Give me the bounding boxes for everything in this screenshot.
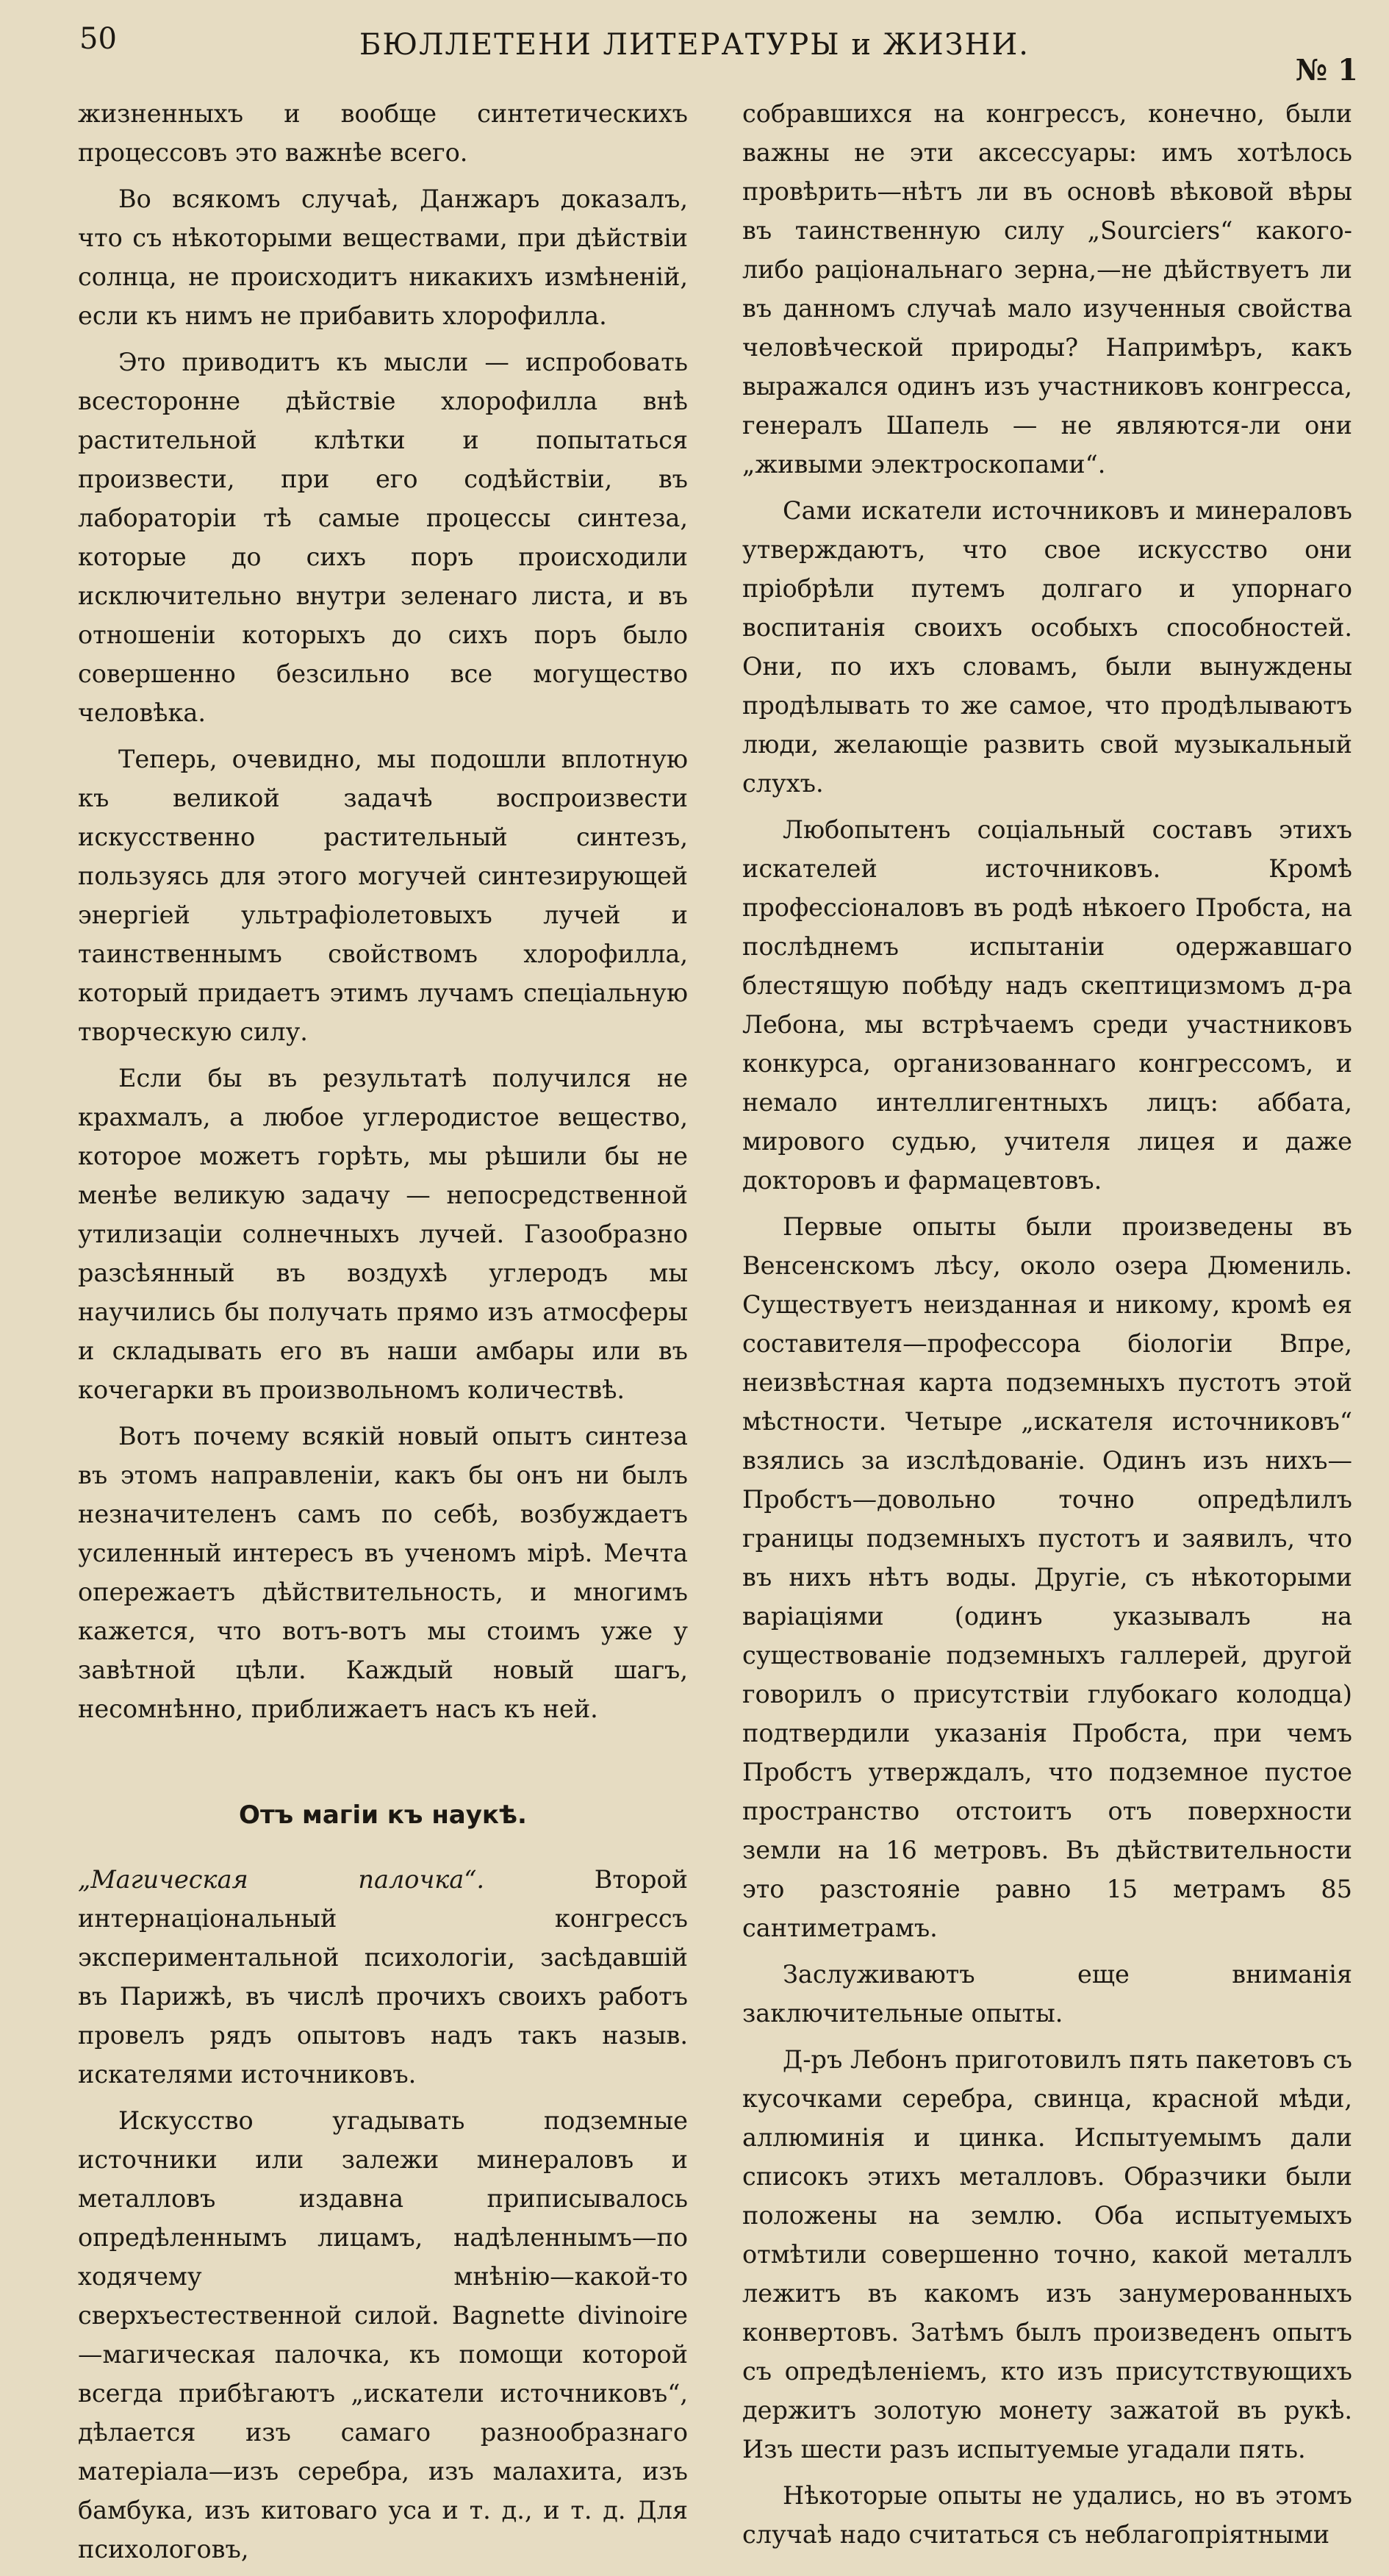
paragraph: Теперь, очевидно, мы подошли вплотную къ великой задачѣ воспроизвести искусственно растительный синтезъ, пользуясь для этого могучей синтезирующей энергіей ультрафіолетовыхъ лучей и таинственнымъ свойствомъ хлорофилла, который придаетъ этимъ лучамъ спеціальную творческую силу. [78,745,688,1046]
paragraph: Заслуживаютъ еще вниманія заключительные опыты. [742,1960,1352,2028]
paragraph: Вотъ почему всякій новый опытъ синтеза въ этомъ направленіи, какъ бы онъ ни былъ незначителенъ самъ по себѣ, возбуждаетъ усиленный интересъ въ ученомъ мірѣ. Мечта опережаетъ дѣйствительность, и многимъ кажется, что вотъ-вотъ мы стоимъ уже у завѣтной цѣли. Каждый новый шагъ, несомнѣнно, приближаетъ насъ къ ней. [78,1422,688,1723]
article-lead: Второй интернаціональный конгрессъ экспериментальной психологіи, засѣдавшій въ Парижѣ, въ числѣ прочихъ своихъ работъ провелъ рядъ опытовъ надъ такъ назыв. искателями источниковъ. [78,1865,688,2089]
paragraph: жизненныхъ и вообще синтетическихъ процессовъ это важнѣе всего. [78,99,688,167]
running-title: БЮЛЛЕТЕНИ ЛИТЕРАТУРЫ и ЖИЗНИ. [359,28,1030,62]
issue-number: № 1 [1295,53,1358,87]
paragraph: Во всякомъ случаѣ, Данжаръ доказалъ, что съ нѣкоторыми веществами, при дѣйствіи солнца, не происходитъ никакихъ измѣненій, если къ нимъ не прибавить хлорофилла. [78,185,688,330]
paragraph: собравшихся на конгрессъ, конечно, были важны не эти аксессуары: имъ хотѣлось провѣрить—нѣтъ ли въ основѣ вѣковой вѣры въ таинственную силу „Sourciers“ какого-либо раціональнаго зерна,—не дѣйствуетъ ли въ данномъ случаѣ мало изученныя свойства человѣческой природы? Напримѣръ, какъ выражался одинъ изъ участниковъ конгресса, генералъ Шапель — не являются-ли они „живыми электроскопами“. [742,99,1352,479]
paragraph: Любопытенъ соціальный составъ этихъ искателей источниковъ. Кромѣ профессіоналовъ въ родѣ нѣкоего Пробста, на послѣднемъ испытаніи одержавшаго блестящую побѣду надъ скептицизмомъ д-ра Лебона, мы встрѣчаемъ среди участниковъ конкурса, организованнаго конгрессомъ, и немало интеллигентныхъ лицъ: аббата, мирового судью, учителя лицея и даже докторовъ и фармацевтовъ. [742,815,1352,1195]
paragraph: Искусство угадывать подземные источники или залежи минераловъ и металловъ издавна приписывалось опредѣленнымъ лицамъ, надѣленнымъ—по ходячему мнѣнію—какой-то сверхъестественной силой. Bagnette divinoire—магическая палочка, къ помощи которой всегда прибѣгаютъ „искатели источниковъ“, дѣлается изъ самаго разнообразнаго матеріала—изъ серебра, изъ малахита, изъ бамбука, изъ китоваго уса и т. д., и т. д. Для психологовъ, [78,2106,688,2564]
paragraph: Нѣкоторые опыты не удались, но въ этомъ случаѣ надо считаться съ неблагопріятными [742,2481,1352,2549]
paragraph: Это приводитъ къ мысли — испробовать всесторонне дѣйствіе хлорофилла внѣ растительной клѣтки и попытаться произвести, при его содѣйствіи, въ лабораторіи тѣ самые процессы синтеза, которые до сихъ поръ происходили исключительно внутри зеленаго листа, и въ отношеніи которыхъ до сихъ поръ было совершенно безсильно все могущество человѣка. [78,348,688,727]
paragraph: Если бы въ результатѣ получился не крахмалъ, а любое углеродистое вещество, которое можетъ горѣть, мы рѣшили бы не менѣе великую задачу — непосредственной утилизаціи солнечныхъ лучей. Газообразно разсѣянный въ воздухѣ углеродъ мы научились бы получать прямо изъ атмосферы и складывать его въ наши амбары или въ кочегарки въ произвольномъ количествѣ. [78,1064,688,1404]
paragraph: Первые опыты были произведены въ Венсенскомъ лѣсу, около озера Дюмениль. Существуетъ неизданная и никому, кромѣ ея составителя—профессора біологіи Впре, неизвѣстная карта подземныхъ пустотъ этой мѣстности. Четыре „искателя источниковъ“ взялись за изслѣдованіе. Одинъ изъ нихъ—Пробстъ—довольно точно опредѣлилъ границы подземныхъ пустотъ и заявилъ, что въ нихъ нѣтъ воды. Другіе, съ нѣкоторыми варіаціями (одинъ указывалъ на существованіе подземныхъ галлерей, другой говорилъ о присутствіи глубокаго колодца) подтвердили указанія Пробста, при чемъ Пробстъ утверждалъ, что подземное пустое пространство отстоитъ отъ поверхности земли на 16 метровъ. Въ дѣйствительности это разстояніе равно 15 метрамъ 85 сантиметрамъ. [742,1212,1352,1942]
paragraph [78,1860,688,2094]
page-number: 50 [79,22,117,56]
paragraph: Д-ръ Лебонъ приготовилъ пять пакетовъ съ кусочками серебра, свинца, красной мѣди, аллюминія и цинка. Испытуемымъ дали списокъ этихъ металловъ. Образчики были положены на землю. Оба испытуемыхъ отмѣтили совершенно точно, какой металлъ лежитъ въ какомъ изъ занумерованныхъ конвертовъ. Затѣмъ былъ произведенъ опытъ съ опредѣленіемъ, кто изъ присутствующихъ держитъ золотую монету зажатой въ рукѣ. Изъ шести разъ испытуемые угадали пять. [742,2045,1352,2464]
paragraph: Сами искатели источниковъ и минераловъ утверждаютъ, что свое искусство они пріобрѣли путемъ долгаго и упорнаго воспитанія своихъ особыхъ способностей. Они, по ихъ словамъ, были вынуждены продѣлывать то же самое, что продѣлываютъ люди, желающіе развить свой музыкальный слухъ. [742,496,1352,798]
right-column [742,94,1352,2561]
section-title: Отъ магіи къ наукѣ. [239,1800,527,1830]
left-column [78,94,688,2576]
article-title: „Магическая палочка“. [78,1865,485,1894]
